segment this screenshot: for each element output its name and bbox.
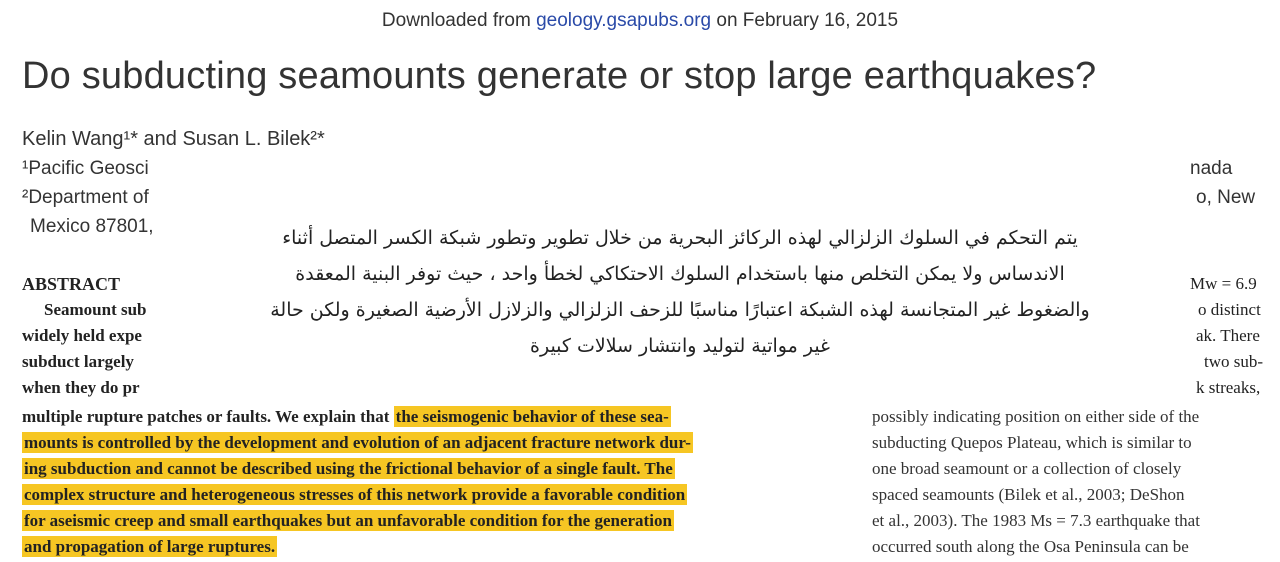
abstract-line-1 bbox=[22, 404, 852, 430]
highlighted-text: ing subduction and cannot be described using the frictional behavior of a single fault. The bbox=[24, 459, 673, 478]
highlighted-text: for aseismic creep and small earthquakes but an unfavorable condition for the generation bbox=[24, 511, 672, 530]
affiliation-2-right: o, New bbox=[1196, 187, 1256, 208]
body-line: et al., 2003). The 1983 Ms = 7.3 earthquake that bbox=[872, 511, 1200, 530]
download-notice bbox=[0, 10, 1280, 32]
body-right-column bbox=[872, 404, 1272, 560]
abstract-line-4 bbox=[22, 482, 852, 508]
body-line: possibly indicating position on either side of the bbox=[872, 407, 1200, 426]
abstract-line-6 bbox=[22, 534, 852, 560]
abstract-text: multiple rupture patches or faults. We explain that bbox=[22, 407, 394, 426]
abstract-fragment-left: widely held expe bbox=[22, 326, 142, 345]
source-link[interactable]: geology.gsapubs.org bbox=[536, 10, 712, 31]
paper-title: Do subducting seamounts generate or stop large earthquakes? bbox=[22, 55, 1097, 97]
abstract-fragment-left: when they do pr bbox=[22, 378, 140, 397]
abstract-fragment-right: ak. There bbox=[1196, 326, 1260, 345]
body-line: subducting Quepos Plateau, which is similar to bbox=[872, 433, 1192, 452]
highlighted-text: complex structure and heterogeneous stresses of this network provide a favorable condition bbox=[24, 485, 686, 504]
paper-authors: Kelin Wang¹* and Susan L. Bilek²* bbox=[22, 128, 325, 150]
body-line: occurred south along the Osa Peninsula can be bbox=[872, 537, 1189, 556]
highlighted-text: mounts is controlled by the development and evolution of an adjacent fracture network dur- bbox=[24, 433, 691, 452]
download-suffix: on February 16, 2015 bbox=[711, 10, 899, 31]
abstract-heading: ABSTRACT bbox=[22, 274, 121, 294]
abstract-fragment-left: Seamount sub bbox=[44, 300, 147, 319]
affiliation-3-left: Mexico 87801, bbox=[30, 216, 154, 237]
abstract-line-2 bbox=[22, 430, 852, 456]
translation-line: يتم التحكم في السلوك الزلزالي لهذه الركائز البحرية من خلال تطوير وتطور شبكة الكسر المتصل أثناء bbox=[282, 227, 1078, 249]
abstract-fragment-right: Mw = 6.9 bbox=[1190, 274, 1257, 293]
abstract-line-3 bbox=[22, 456, 852, 482]
body-line: one broad seamount or a collection of closely bbox=[872, 459, 1182, 478]
abstract-left-column bbox=[22, 404, 852, 560]
translation-line: والضغوط غير المتجانسة لهذه الشبكة اعتبارًا مناسبًا للزحف الزلزالي والزلازل الأرضية الصغيرة ولكن حالة bbox=[270, 299, 1090, 321]
affiliation-2-left: ²Department of bbox=[22, 187, 149, 208]
translation-line: غير مواتية لتوليد وانتشار سلالات كبيرة bbox=[530, 335, 830, 357]
affiliation-1-left: ¹Pacific Geosci bbox=[22, 158, 149, 179]
affiliation-1-right: nada bbox=[1190, 158, 1233, 179]
abstract-fragment-right: two sub- bbox=[1204, 352, 1264, 371]
download-prefix: Downloaded from bbox=[381, 10, 537, 31]
highlighted-text: the seismogenic behavior of these sea- bbox=[395, 407, 669, 426]
body-line: spaced seamounts (Bilek et al., 2003; DeShon bbox=[872, 485, 1185, 504]
abstract-fragment-right: o distinct bbox=[1198, 300, 1261, 319]
translation-overlay-text bbox=[210, 220, 1150, 364]
translation-line: الاندساس ولا يمكن التخلص منها باستخدام السلوك الاحتكاكي لخطأ واحد ، حيث توفر البنية المعقدة bbox=[295, 263, 1065, 285]
abstract-fragment-right: k streaks, bbox=[1196, 378, 1261, 397]
abstract-line-5 bbox=[22, 508, 852, 534]
highlighted-text: and propagation of large ruptures. bbox=[24, 537, 276, 556]
abstract-fragment-left: subduct largely bbox=[22, 352, 134, 371]
